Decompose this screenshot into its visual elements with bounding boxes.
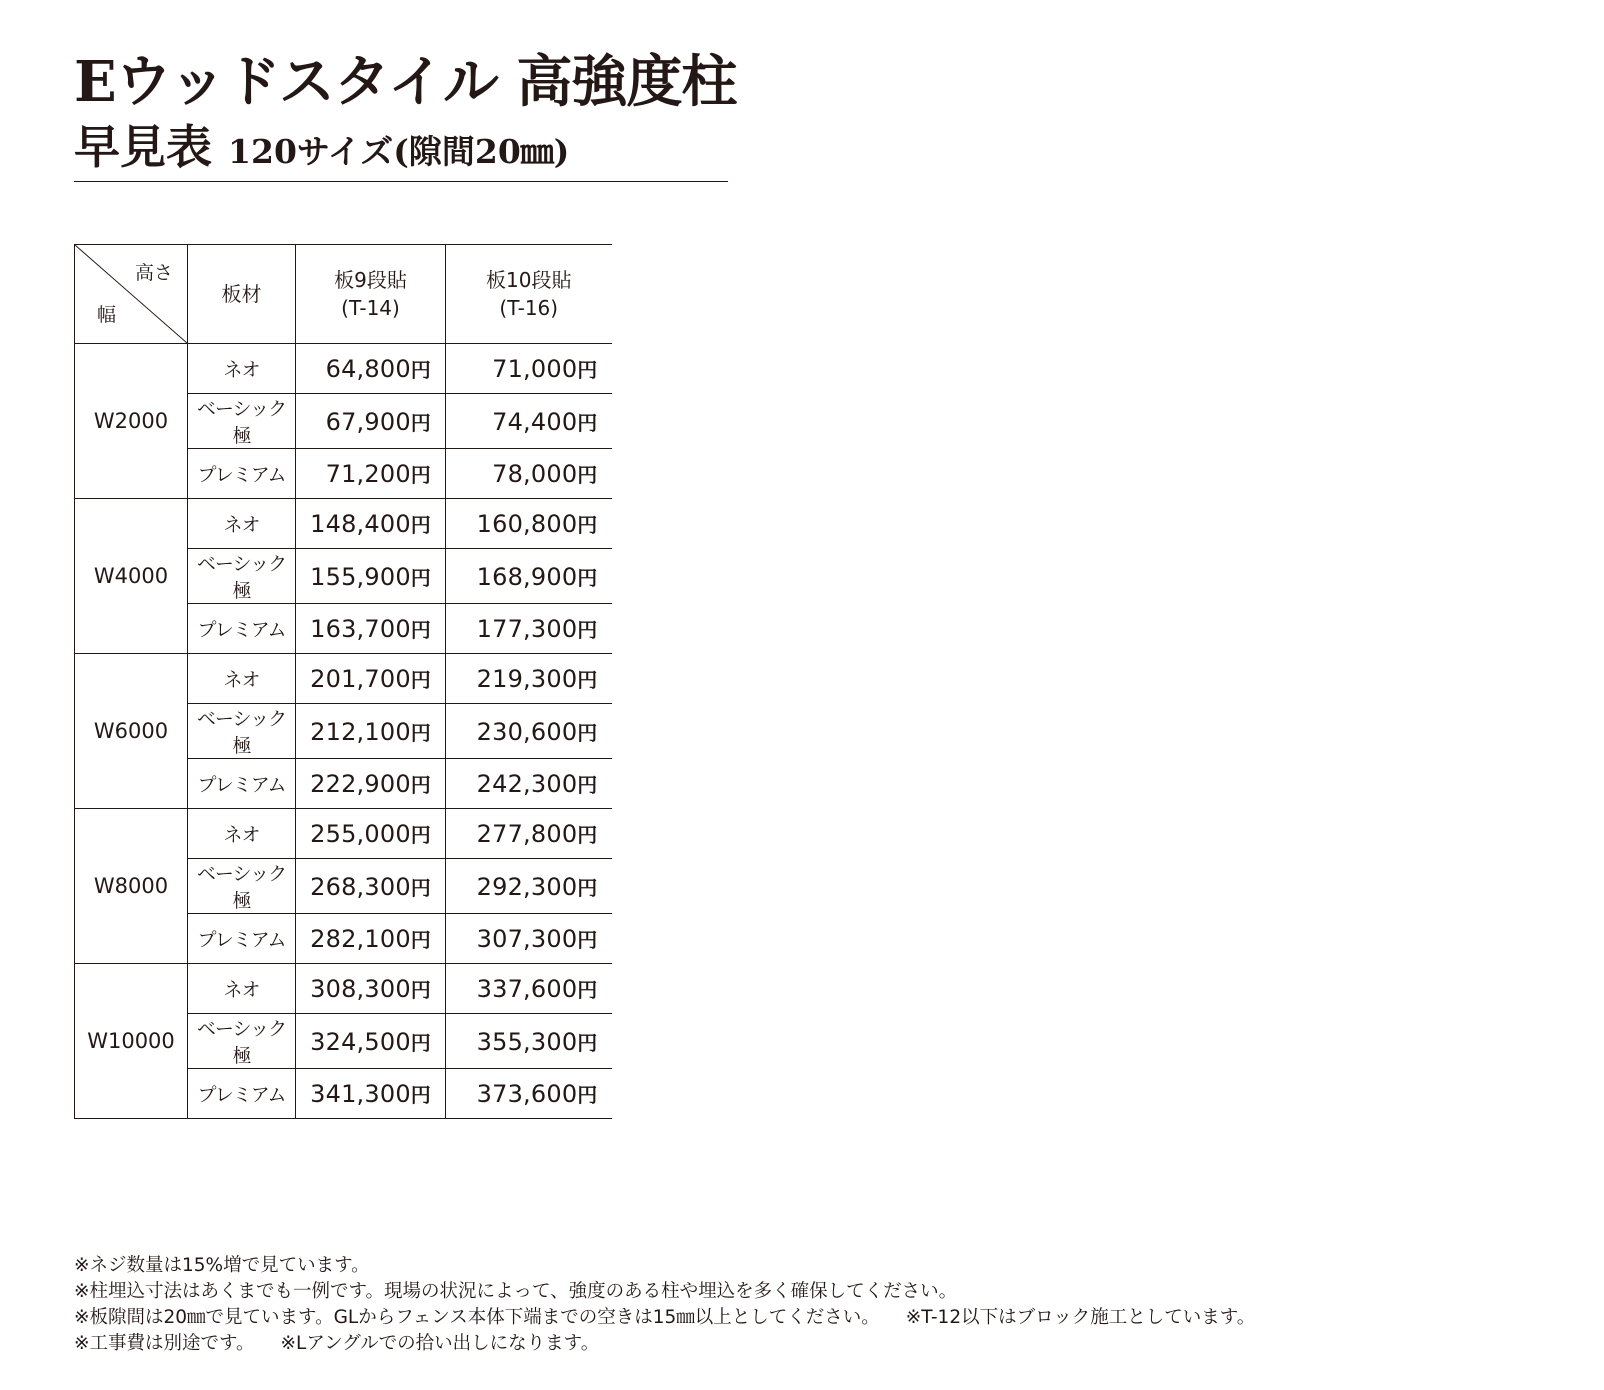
- header: [74, 44, 737, 183]
- height-axis-label: 高さ: [134, 262, 173, 284]
- price-cell: 64,800円: [296, 344, 446, 394]
- subtitle-main: 早見表: [74, 120, 212, 174]
- width-cell: W10000: [75, 964, 188, 1119]
- table-row: [75, 809, 612, 859]
- table-header-row: [75, 245, 612, 344]
- material-cell: ベーシック極: [188, 549, 296, 604]
- price-cell: 168,900円: [446, 549, 612, 604]
- material-cell: ベーシック極: [188, 394, 296, 449]
- page-title: Eウッドスタイル 高強度柱: [74, 49, 737, 115]
- material-cell: プレミアム: [188, 604, 296, 654]
- footnotes: [74, 1253, 1255, 1357]
- corner-header-cell: [75, 245, 188, 344]
- material-cell: ネオ: [188, 344, 296, 394]
- table-row: [75, 964, 612, 1014]
- width-cell: W8000: [75, 809, 188, 964]
- price-cell: 255,000円: [296, 809, 446, 859]
- material-cell: ネオ: [188, 964, 296, 1014]
- material-cell: ベーシック極: [188, 859, 296, 914]
- price-cell: 78,000円: [446, 449, 612, 499]
- footnote: ※工事費は別途です。 ※Lアングルでの拾い出しになります。: [74, 1333, 600, 1354]
- price-cell: 67,900円: [296, 394, 446, 449]
- table-body: [75, 344, 612, 1119]
- price-cell: 160,800円: [446, 499, 612, 549]
- material-cell: ネオ: [188, 499, 296, 549]
- price-cell: 212,100円: [296, 704, 446, 759]
- col-header-label: 板9段貼: [334, 268, 407, 292]
- price-cell: 177,300円: [446, 604, 612, 654]
- col-header-t14: [296, 245, 446, 344]
- col-header-code: (T-14): [341, 296, 400, 320]
- col-header-label: 板10段貼: [486, 268, 572, 292]
- price-cell: 155,900円: [296, 549, 446, 604]
- table-row: [75, 654, 612, 704]
- price-cell: 307,300円: [446, 914, 612, 964]
- price-cell: 355,300円: [446, 1014, 612, 1069]
- price-cell: 292,300円: [446, 859, 612, 914]
- price-cell: 373,600円: [446, 1069, 612, 1119]
- price-cell: 337,600円: [446, 964, 612, 1014]
- width-cell: W2000: [75, 344, 188, 499]
- material-cell: プレミアム: [188, 449, 296, 499]
- table-row: [75, 499, 612, 549]
- width-axis-label: 幅: [97, 304, 117, 326]
- price-cell: 219,300円: [446, 654, 612, 704]
- price-cell: 71,200円: [296, 449, 446, 499]
- material-header: 板材: [188, 245, 296, 344]
- price-cell: 324,500円: [296, 1014, 446, 1069]
- price-cell: 308,300円: [296, 964, 446, 1014]
- price-cell: 201,700円: [296, 654, 446, 704]
- subtitle-size: 120サイズ(隙間20㎜): [228, 132, 570, 171]
- price-cell: 277,800円: [446, 809, 612, 859]
- footnote: ※柱埋込寸法はあくまでも一例です。現場の状況によって、強度のある柱や埋込を多く確保してください。: [74, 1281, 958, 1302]
- price-cell: 74,400円: [446, 394, 612, 449]
- table-row: [75, 344, 612, 394]
- width-cell: W4000: [75, 499, 188, 654]
- page-subtitle: [74, 116, 728, 183]
- col-header-code: (T-16): [499, 296, 559, 320]
- price-cell: 148,400円: [296, 499, 446, 549]
- footnote: ※板隙間は20㎜で見ています。GLからフェンス本体下端までの空きは15㎜以上としてください。 ※T-12以下はブロック施工としています。: [74, 1307, 1256, 1328]
- material-cell: ベーシック極: [188, 704, 296, 759]
- material-cell: プレミアム: [188, 1069, 296, 1119]
- material-cell: ネオ: [188, 654, 296, 704]
- price-cell: 282,100円: [296, 914, 446, 964]
- price-cell: 222,900円: [296, 759, 446, 809]
- price-cell: 71,000円: [446, 344, 612, 394]
- price-cell: 230,600円: [446, 704, 612, 759]
- footnote: ※ネジ数量は15%増で見ています。: [74, 1255, 370, 1276]
- width-cell: W6000: [75, 654, 188, 809]
- title-divider: [74, 181, 728, 182]
- material-cell: ベーシック極: [188, 1014, 296, 1069]
- price-cell: 268,300円: [296, 859, 446, 914]
- col-header-t16: [446, 245, 612, 344]
- material-cell: プレミアム: [188, 914, 296, 964]
- material-cell: プレミアム: [188, 759, 296, 809]
- price-cell: 341,300円: [296, 1069, 446, 1119]
- price-cell: 163,700円: [296, 604, 446, 654]
- material-cell: ネオ: [188, 809, 296, 859]
- price-table: [74, 244, 612, 1119]
- price-cell: 242,300円: [446, 759, 612, 809]
